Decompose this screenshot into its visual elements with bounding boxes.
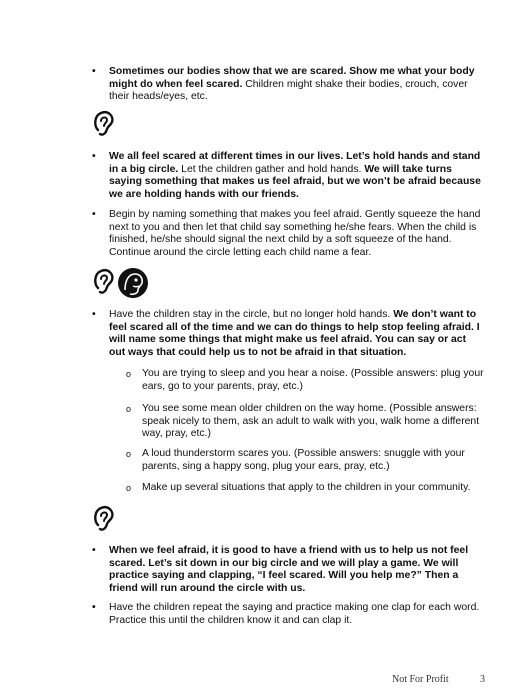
sub-item [126,403,488,441]
sub-item [126,368,488,393]
bullet-text: Have the children stay in the circle, but no longer hold hands. We don’t want to feel scared all of the time and we can do things to help stop feeling afraid. I will name some things that might make us feel afraid. You can say or act out ways that could help us to not be afraid in that situation. [109,309,480,358]
ear-icon [92,268,116,296]
bullet-text: Sometimes our bodies show that we are scared. Show me what your body might do when feel scared. Children might shake their bodies, crouch, cover their heads/eyes, etc. [109,66,475,103]
bullet-item [92,602,484,627]
page-number: 3 [480,674,485,685]
bullet-item [92,66,484,104]
bullet-item [92,151,484,201]
ear-icon [92,110,116,138]
bullet-item [92,309,484,359]
bullet-text: We all feel scared at different times in our lives. Let’s hold hands and stand in a big circle. Let the children gather and hold hands. We will take turns saying something that makes us feel afraid, but we won’t be afraid because we are holding hands with our friends. [109,151,481,200]
footer-text: Not For Profit [392,674,449,685]
bullet-text: When we feel afraid, it is good to have a friend with us to help us not feel scared. Let’s sit down in our big circle and we will play a game. We will practice saying and clapping, “I feel scared. Will you help me?” Then a friend will run around the circle with us. [109,545,469,594]
sub-marker: o [126,369,132,379]
bullet-marker: • [92,309,96,320]
sub-text: You are trying to sleep and you hear a noise. (Possible answers: plug your ears, go to your parents, pray, etc.) [142,368,484,392]
sub-text: You see some mean older children on the way home. (Possible answers: speak nicely to them, ask an adult to walk with you, walk home a different way, pray, etc.) [142,403,480,440]
bullet-marker: • [92,545,96,556]
sub-marker: o [126,483,132,493]
sub-text: Make up several situations that apply to the children in your community. [142,482,471,493]
sub-marker: o [126,449,132,459]
bullet-marker: • [92,66,96,77]
sub-item [126,448,488,473]
bullet-text: Have the children repeat the saying and practice making one clap for each word. Practice this until the children know it and can clap it. [109,602,480,626]
sub-marker: o [126,404,132,414]
bullet-item [92,545,484,595]
bullet-marker: • [92,151,96,162]
ear-icon [92,505,116,533]
sub-item [126,482,488,495]
bullet-marker: • [92,209,96,220]
head-icon [116,266,150,300]
bullet-text: Begin by naming something that makes you feel afraid. Gently squeeze the hand next to you and then let that child say something he/she fears. When the child is finished, he/she should signal the next child by a soft squeeze of the hand. Continue around the circle letting each child name a fear. [109,209,481,258]
sub-text: A loud thunderstorm scares you. (Possible answers: snuggle with your parents, sing a happy song, plug your ears, pray, etc.) [142,448,465,472]
bullet-item [92,209,484,259]
bullet-marker: • [92,602,96,613]
